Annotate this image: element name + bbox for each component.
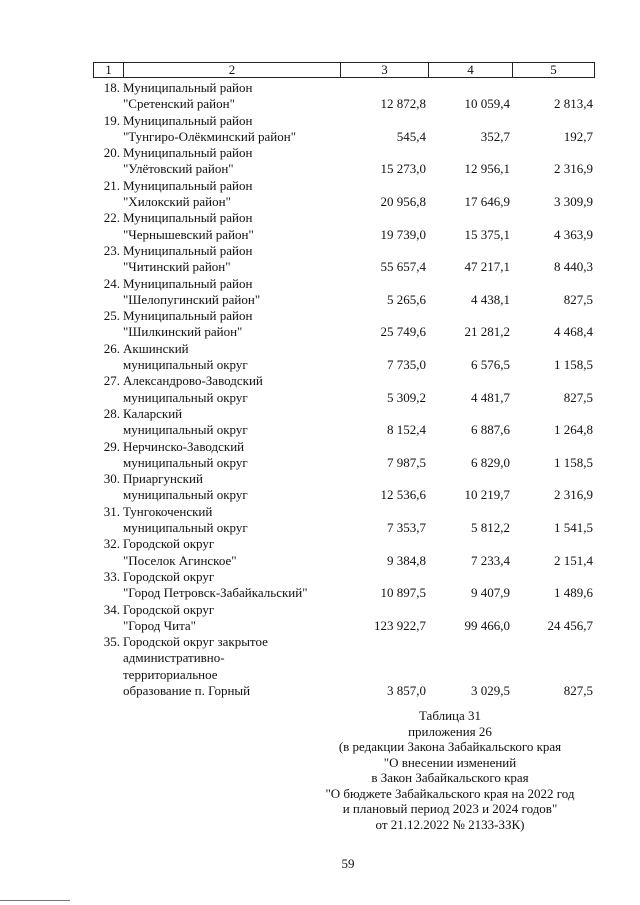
table-row bbox=[93, 308, 595, 341]
row-name bbox=[123, 210, 340, 243]
row-value-c3: 20 956,8 bbox=[380, 194, 426, 210]
row-name-line: Муниципальный район bbox=[123, 242, 253, 258]
row-value-c4: 47 217,1 bbox=[464, 259, 510, 275]
table-caption bbox=[300, 708, 600, 832]
row-number: 27. bbox=[103, 373, 120, 389]
row-name-line: "Сретенский район" bbox=[123, 96, 235, 112]
row-name-line: муниципальный округ bbox=[123, 487, 248, 503]
row-number: 35. bbox=[103, 634, 120, 650]
row-name-line: "Поселок Агинское" bbox=[123, 552, 237, 568]
row-value-c4: 3 029,5 bbox=[471, 682, 510, 698]
row-name bbox=[123, 602, 340, 635]
table-row bbox=[93, 80, 595, 113]
row-number: 28. bbox=[103, 405, 120, 421]
row-value-c3: 7 987,5 bbox=[387, 454, 426, 470]
row-name-line: Акшинский bbox=[123, 340, 189, 356]
row-name bbox=[123, 113, 340, 146]
row-value-c3: 12 536,6 bbox=[380, 487, 426, 503]
row-name bbox=[123, 178, 340, 211]
row-value-c3: 25 749,6 bbox=[380, 324, 426, 340]
row-value-c3: 545,4 bbox=[396, 128, 426, 144]
table-row bbox=[93, 113, 595, 146]
caption-line: приложения 26 bbox=[408, 723, 492, 739]
row-number: 34. bbox=[103, 601, 120, 617]
row-number: 22. bbox=[103, 210, 120, 226]
row-name-line: муниципальный округ bbox=[123, 389, 248, 405]
caption-line: от 21.12.2022 № 2133-ЗЗК) bbox=[375, 816, 525, 832]
row-name-line: муниципальный округ bbox=[123, 357, 248, 373]
row-value-c3: 19 739,0 bbox=[380, 226, 426, 242]
table-row bbox=[93, 373, 595, 406]
table-row bbox=[93, 210, 595, 243]
row-value-c4: 12 956,1 bbox=[464, 161, 510, 177]
row-value-c5: 827,5 bbox=[563, 682, 593, 698]
page-number: 59 bbox=[341, 856, 355, 871]
row-value-c3: 7 735,0 bbox=[387, 357, 426, 373]
row-value-c4: 17 646,9 bbox=[464, 194, 510, 210]
row-value-c5: 827,5 bbox=[563, 389, 593, 405]
row-name-line: Муниципальный район bbox=[123, 177, 253, 193]
row-value-c5: 192,7 bbox=[563, 128, 593, 144]
row-value-c3: 5 265,6 bbox=[387, 291, 426, 307]
caption-line: в Закон Забайкальского края bbox=[371, 770, 529, 785]
row-value-c5: 8 440,3 bbox=[554, 259, 593, 275]
row-name bbox=[123, 569, 340, 602]
table-row bbox=[93, 602, 595, 635]
row-value-c5: 2 316,9 bbox=[554, 161, 593, 177]
row-number: 23. bbox=[103, 242, 120, 258]
row-name-line: "Шилкинский район" bbox=[123, 324, 243, 340]
row-name-line: Городской округ bbox=[123, 536, 215, 552]
row-name-line: муниципальный округ bbox=[123, 520, 248, 536]
row-value-c3: 55 657,4 bbox=[380, 259, 426, 275]
row-value-c5: 1 541,5 bbox=[554, 520, 593, 536]
caption-line: и плановый период 2023 и 2024 годов" bbox=[342, 801, 558, 816]
row-number: 29. bbox=[103, 438, 120, 454]
row-name bbox=[123, 373, 340, 406]
row-number: 31. bbox=[103, 503, 120, 519]
caption-line: "О внесении изменений bbox=[383, 754, 517, 770]
row-value-c5: 1 158,5 bbox=[554, 357, 593, 373]
row-name-line: "Хилокский район" bbox=[123, 194, 231, 210]
row-value-c4: 15 375,1 bbox=[464, 226, 510, 242]
row-value-c4: 5 812,2 bbox=[471, 520, 510, 536]
row-value-c4: 10 059,4 bbox=[464, 96, 510, 112]
row-name bbox=[123, 341, 340, 374]
row-name bbox=[123, 439, 340, 472]
row-value-c3: 10 897,5 bbox=[380, 585, 426, 601]
row-name-line: Каларский bbox=[123, 405, 183, 421]
row-value-c5: 4 468,4 bbox=[554, 324, 593, 340]
row-value-c3: 123 922,7 bbox=[374, 617, 426, 633]
row-value-c5: 2 813,4 bbox=[554, 96, 593, 112]
table-row bbox=[93, 178, 595, 211]
row-value-c4: 10 219,7 bbox=[464, 487, 510, 503]
row-value-c3: 8 152,4 bbox=[387, 422, 426, 438]
row-value-c4: 9 407,9 bbox=[471, 585, 510, 601]
row-name-line: Муниципальный район bbox=[123, 112, 253, 128]
row-value-c5: 1 158,5 bbox=[554, 454, 593, 470]
row-name-line: "Читинский район" bbox=[123, 259, 231, 275]
row-value-c3: 7 353,7 bbox=[387, 520, 426, 536]
table-body bbox=[93, 80, 595, 699]
row-name-line: Нерчинско-Заводский bbox=[123, 438, 245, 454]
row-value-c3: 3 857,0 bbox=[387, 682, 426, 698]
row-name bbox=[123, 308, 340, 341]
row-name-line: муниципальный округ bbox=[123, 422, 248, 438]
row-name-line: "Город Чита" bbox=[123, 617, 196, 633]
header-cell-4: 4 bbox=[429, 63, 513, 77]
row-name-line: Приаргунский bbox=[123, 471, 203, 487]
row-name-line: "Тунгиро-Олёкминский район" bbox=[123, 128, 297, 144]
row-value-c5: 1 264,8 bbox=[554, 422, 593, 438]
row-number: 26. bbox=[103, 340, 120, 356]
row-number: 33. bbox=[103, 568, 120, 584]
table-row bbox=[93, 569, 595, 602]
row-number: 24. bbox=[103, 275, 120, 291]
row-value-c4: 7 233,4 bbox=[471, 552, 510, 568]
row-name bbox=[123, 504, 340, 537]
row-name-line: "Улётовский район" bbox=[123, 161, 234, 177]
row-name-line: муниципальный округ bbox=[123, 454, 248, 470]
row-value-c4: 4 481,7 bbox=[471, 389, 510, 405]
row-name bbox=[123, 406, 340, 439]
row-name bbox=[123, 536, 340, 569]
row-value-c4: 99 466,0 bbox=[464, 617, 510, 633]
row-name-line: образование п. Горный bbox=[123, 682, 251, 698]
table-row bbox=[93, 341, 595, 374]
row-value-c4: 6 829,0 bbox=[471, 454, 510, 470]
row-name-line: территориальное bbox=[123, 666, 218, 682]
row-name-line: административно- bbox=[123, 650, 225, 666]
table-row bbox=[93, 406, 595, 439]
row-name bbox=[123, 243, 340, 276]
row-value-c5: 2 316,9 bbox=[554, 487, 593, 503]
table-row bbox=[93, 276, 595, 309]
row-value-c5: 4 363,9 bbox=[554, 226, 593, 242]
header-cell-5: 5 bbox=[550, 62, 557, 77]
row-name-line: Александрово-Заводский bbox=[123, 373, 263, 389]
row-value-c3: 15 273,0 bbox=[380, 161, 426, 177]
row-name-line: Тунгокоченский bbox=[123, 503, 213, 519]
row-name-line: "Чернышевский район" bbox=[123, 226, 254, 242]
header-cell-3: 3 bbox=[341, 63, 429, 77]
row-value-c5: 2 151,4 bbox=[554, 552, 593, 568]
row-name-line: "Шелопугинский район" bbox=[123, 291, 261, 307]
header-cell-2: 2 bbox=[124, 63, 341, 77]
row-value-c4: 352,7 bbox=[480, 128, 510, 144]
row-name bbox=[123, 276, 340, 309]
row-value-c5: 827,5 bbox=[563, 291, 593, 307]
row-name-line: Муниципальный район bbox=[123, 308, 253, 324]
table-row bbox=[93, 504, 595, 537]
row-value-c3: 5 309,2 bbox=[387, 389, 426, 405]
row-number: 20. bbox=[103, 145, 120, 161]
row-value-c5: 3 309,9 bbox=[554, 194, 593, 210]
row-value-c3: 12 872,8 bbox=[380, 96, 426, 112]
table-row bbox=[93, 634, 595, 699]
row-name-line: Муниципальный район bbox=[123, 210, 253, 226]
caption-line: (в редакции Закона Забайкальского края bbox=[338, 739, 562, 754]
row-value-c4: 6 887,6 bbox=[471, 422, 510, 438]
table-row bbox=[93, 471, 595, 504]
row-name-line: Муниципальный район bbox=[123, 275, 253, 291]
row-value-c4: 21 281,2 bbox=[464, 324, 510, 340]
row-number: 18. bbox=[103, 80, 120, 95]
row-number: 30. bbox=[103, 471, 120, 487]
table-header-row bbox=[93, 62, 595, 78]
row-name-line: "Город Петровск-Забайкальский" bbox=[123, 585, 308, 601]
row-number: 25. bbox=[103, 308, 120, 324]
table-row bbox=[93, 439, 595, 472]
scan-artifact-line bbox=[0, 900, 70, 901]
row-name-line: Муниципальный район bbox=[123, 80, 253, 95]
row-value-c5: 24 456,7 bbox=[547, 617, 593, 633]
row-name bbox=[123, 145, 340, 178]
row-name-line: Городской округ bbox=[123, 601, 215, 617]
table-row bbox=[93, 243, 595, 276]
row-number: 32. bbox=[103, 536, 120, 552]
caption-line: "О бюджете Забайкальского края на 2022 год bbox=[325, 785, 575, 801]
row-name bbox=[123, 471, 340, 504]
row-value-c4: 4 438,1 bbox=[471, 291, 510, 307]
row-name-line: Городской округ закрытое bbox=[123, 634, 268, 650]
row-name-line: Муниципальный район bbox=[123, 145, 253, 161]
row-value-c5: 1 489,6 bbox=[554, 585, 593, 601]
caption-line: Таблица 31 bbox=[418, 708, 482, 723]
row-name bbox=[123, 80, 340, 113]
row-name-line: Городской округ bbox=[123, 568, 215, 584]
row-value-c3: 9 384,8 bbox=[387, 552, 426, 568]
table-row bbox=[93, 536, 595, 569]
table-row bbox=[93, 145, 595, 178]
header-cell-1: 1 bbox=[94, 63, 124, 77]
row-value-c4: 6 576,5 bbox=[471, 357, 510, 373]
row-number: 21. bbox=[103, 177, 120, 193]
row-number: 19. bbox=[103, 112, 120, 128]
row-name bbox=[123, 634, 340, 699]
